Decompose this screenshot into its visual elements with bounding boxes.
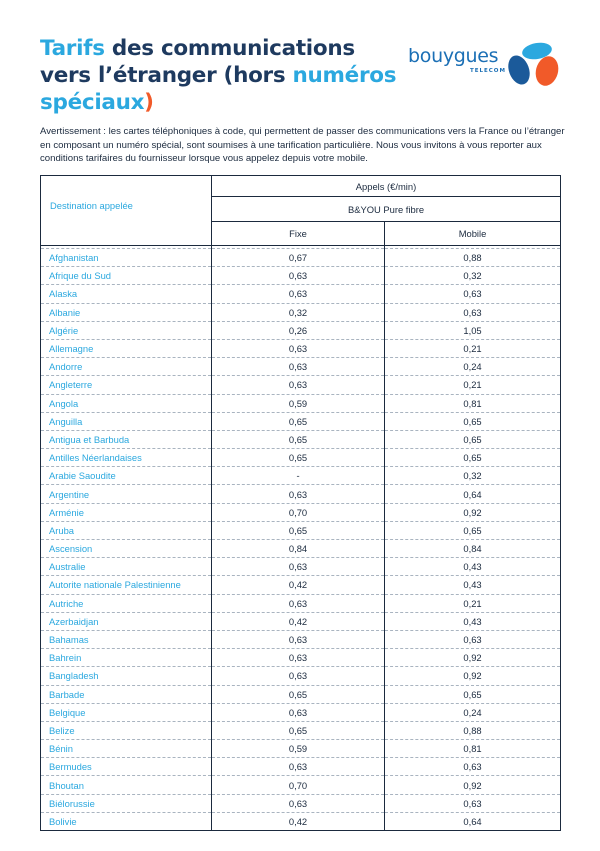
destination-cell: Albanie	[41, 303, 212, 321]
fixe-rate-cell: 0,65	[212, 412, 385, 430]
logo-subtitle: TELECOM	[470, 68, 506, 74]
fixe-rate-cell: 0,63	[212, 758, 385, 776]
table-row	[41, 776, 561, 794]
table-row	[41, 667, 561, 685]
mobile-header: Mobile	[385, 222, 561, 246]
destination-cell: Afghanistan	[41, 249, 212, 267]
destination-cell: Bahamas	[41, 630, 212, 648]
title-part: )	[144, 90, 154, 115]
fixe-header: Fixe	[212, 222, 385, 246]
page-title	[40, 35, 400, 116]
fixe-rate-cell: 0,59	[212, 394, 385, 412]
mobile-rate-cell: 0,81	[385, 740, 561, 758]
destination-cell: Bhoutan	[41, 776, 212, 794]
table-row	[41, 558, 561, 576]
fixe-rate-cell: 0,63	[212, 794, 385, 812]
table-row	[41, 249, 561, 267]
fixe-rate-cell: 0,65	[212, 521, 385, 539]
destination-cell: Belgique	[41, 703, 212, 721]
destination-cell: Arabie Saoudite	[41, 467, 212, 485]
mobile-rate-cell: 0,64	[385, 812, 561, 830]
table-row	[41, 740, 561, 758]
destination-cell: Bermudes	[41, 758, 212, 776]
table-row	[41, 358, 561, 376]
destination-cell: Aruba	[41, 521, 212, 539]
table-row	[41, 412, 561, 430]
destination-cell: Angleterre	[41, 376, 212, 394]
fixe-rate-cell: 0,63	[212, 594, 385, 612]
mobile-rate-cell: 0,81	[385, 394, 561, 412]
mobile-rate-cell: 0,24	[385, 358, 561, 376]
fixe-rate-cell: 0,65	[212, 449, 385, 467]
mobile-rate-cell: 0,65	[385, 521, 561, 539]
destination-cell: Azerbaidjan	[41, 612, 212, 630]
fixe-rate-cell: 0,63	[212, 339, 385, 357]
fixe-rate-cell: 0,70	[212, 503, 385, 521]
mobile-rate-cell: 0,92	[385, 667, 561, 685]
fixe-rate-cell: 0,63	[212, 376, 385, 394]
destination-cell: Arménie	[41, 503, 212, 521]
mobile-rate-cell: 0,21	[385, 339, 561, 357]
table-row	[41, 612, 561, 630]
destination-cell: Angola	[41, 394, 212, 412]
destination-cell: Belize	[41, 721, 212, 739]
title-part: numéros spéciaux	[40, 63, 397, 115]
table-row	[41, 685, 561, 703]
destination-cell: Andorre	[41, 358, 212, 376]
mobile-rate-cell: 0,43	[385, 576, 561, 594]
fixe-rate-cell: 0,63	[212, 649, 385, 667]
fixe-rate-cell: 0,63	[212, 667, 385, 685]
mobile-rate-cell: 0,43	[385, 558, 561, 576]
bouygues-telecom-logo	[408, 40, 563, 88]
table-row	[41, 703, 561, 721]
fixe-rate-cell: 0,42	[212, 612, 385, 630]
mobile-rate-cell: 1,05	[385, 321, 561, 339]
title-part: Tarifs	[40, 36, 105, 61]
fixe-rate-cell: 0,70	[212, 776, 385, 794]
fixe-rate-cell: 0,63	[212, 558, 385, 576]
fixe-rate-cell: 0,63	[212, 703, 385, 721]
destination-header: Destination appelée	[41, 176, 212, 246]
mobile-rate-cell: 0,92	[385, 649, 561, 667]
mobile-rate-cell: 0,65	[385, 449, 561, 467]
destination-cell: Autriche	[41, 594, 212, 612]
table-row	[41, 758, 561, 776]
table-row	[41, 394, 561, 412]
table-row	[41, 449, 561, 467]
mobile-rate-cell: 0,65	[385, 430, 561, 448]
fixe-rate-cell: 0,63	[212, 485, 385, 503]
table-row	[41, 376, 561, 394]
rates-table	[40, 175, 561, 831]
fixe-rate-cell: 0,63	[212, 285, 385, 303]
table-row	[41, 594, 561, 612]
calls-header: Appels (€/min)	[212, 176, 561, 197]
destination-cell: Argentine	[41, 485, 212, 503]
offer-header: B&YOU Pure fibre	[212, 197, 561, 222]
mobile-rate-cell: 0,32	[385, 467, 561, 485]
fixe-rate-cell: 0,42	[212, 576, 385, 594]
destination-cell: Bangladesh	[41, 667, 212, 685]
table-row	[41, 721, 561, 739]
destination-cell: Antigua et Barbuda	[41, 430, 212, 448]
mobile-rate-cell: 0,21	[385, 376, 561, 394]
mobile-rate-cell: 0,92	[385, 776, 561, 794]
fixe-rate-cell: 0,65	[212, 430, 385, 448]
mobile-rate-cell: 0,88	[385, 721, 561, 739]
destination-cell: Ascension	[41, 540, 212, 558]
mobile-rate-cell: 0,63	[385, 630, 561, 648]
table-row	[41, 303, 561, 321]
title-part: des communications vers l’étranger (hors	[40, 36, 355, 88]
table-row	[41, 485, 561, 503]
mobile-rate-cell: 0,63	[385, 758, 561, 776]
table-row	[41, 285, 561, 303]
table-row	[41, 794, 561, 812]
table-row	[41, 430, 561, 448]
destination-cell: Afrique du Sud	[41, 267, 212, 285]
table-row	[41, 339, 561, 357]
destination-cell: Algérie	[41, 321, 212, 339]
fixe-rate-cell: 0,59	[212, 740, 385, 758]
fixe-rate-cell: 0,84	[212, 540, 385, 558]
table-row	[41, 649, 561, 667]
table-row	[41, 630, 561, 648]
logo-mark-icon	[504, 40, 562, 88]
mobile-rate-cell: 0,63	[385, 285, 561, 303]
fixe-rate-cell: 0,26	[212, 321, 385, 339]
fixe-rate-cell: 0,63	[212, 358, 385, 376]
table-row	[41, 267, 561, 285]
table-row	[41, 576, 561, 594]
mobile-rate-cell: 0,21	[385, 594, 561, 612]
fixe-rate-cell: 0,63	[212, 630, 385, 648]
mobile-rate-cell: 0,43	[385, 612, 561, 630]
mobile-rate-cell: 0,84	[385, 540, 561, 558]
table-row	[41, 812, 561, 830]
fixe-rate-cell: 0,32	[212, 303, 385, 321]
mobile-rate-cell: 0,88	[385, 249, 561, 267]
destination-cell: Alaska	[41, 285, 212, 303]
destination-cell: Biélorussie	[41, 794, 212, 812]
fixe-rate-cell: 0,65	[212, 685, 385, 703]
mobile-rate-cell: 0,65	[385, 412, 561, 430]
fixe-rate-cell: 0,65	[212, 721, 385, 739]
mobile-rate-cell: 0,24	[385, 703, 561, 721]
table-row	[41, 467, 561, 485]
destination-cell: Bénin	[41, 740, 212, 758]
destination-cell: Antilles Néerlandaises	[41, 449, 212, 467]
fixe-rate-cell: -	[212, 467, 385, 485]
mobile-rate-cell: 0,63	[385, 794, 561, 812]
mobile-rate-cell: 0,65	[385, 685, 561, 703]
destination-cell: Allemagne	[41, 339, 212, 357]
table-row	[41, 540, 561, 558]
fixe-rate-cell: 0,42	[212, 812, 385, 830]
destination-cell: Autorite nationale Palestinienne	[41, 576, 212, 594]
fixe-rate-cell: 0,63	[212, 267, 385, 285]
destination-cell: Anguilla	[41, 412, 212, 430]
mobile-rate-cell: 0,63	[385, 303, 561, 321]
mobile-rate-cell: 0,64	[385, 485, 561, 503]
mobile-rate-cell: 0,92	[385, 503, 561, 521]
destination-cell: Barbade	[41, 685, 212, 703]
fixe-rate-cell: 0,67	[212, 249, 385, 267]
warning-text: Avertissement : les cartes téléphoniques à code, qui permettent de passer des communications vers la France ou l’étranger en composant un numéro spécial, sont soumises à une tarification particulière. Nous vous invitons à vous reporter aux conditions tarifaires du fournisseur lorsque vous appelez depuis votre mobile.	[40, 126, 565, 165]
table-row	[41, 521, 561, 539]
destination-cell: Australie	[41, 558, 212, 576]
destination-cell: Bahrein	[41, 649, 212, 667]
table-row	[41, 503, 561, 521]
destination-cell: Bolivie	[41, 812, 212, 830]
mobile-rate-cell: 0,32	[385, 267, 561, 285]
logo-wordmark: bouygues	[408, 45, 499, 67]
table-row	[41, 321, 561, 339]
